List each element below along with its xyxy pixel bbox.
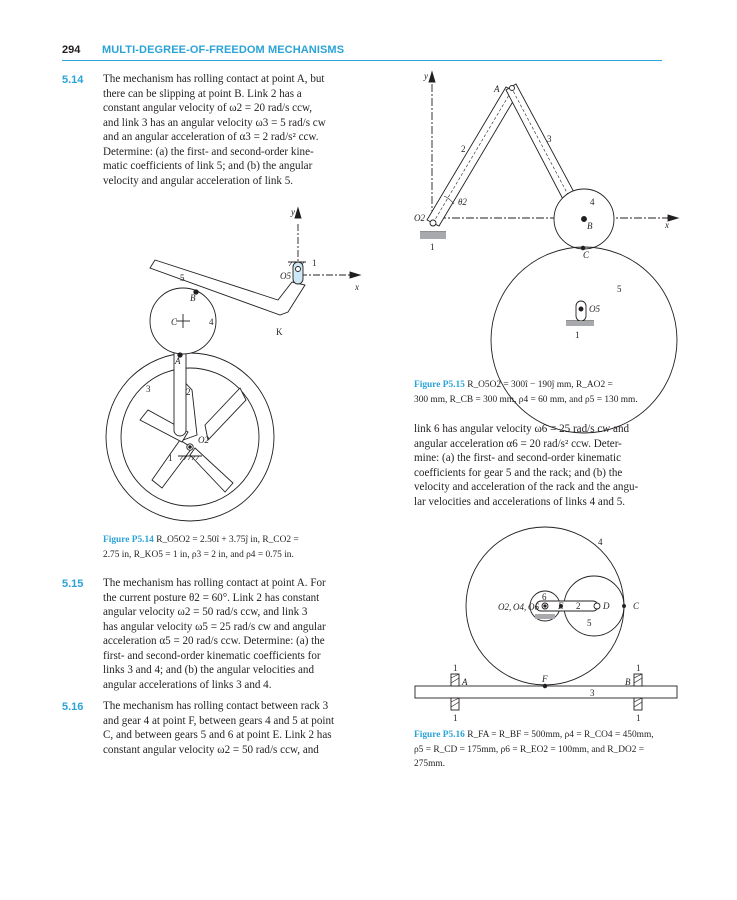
text-line: matic coefficients of link 5; and (b) the angular — [103, 160, 313, 172]
label-x: x — [665, 220, 669, 230]
text-line: mine: (a) the first- and second-order kinematic — [414, 452, 622, 464]
label-O5: O5 — [280, 271, 291, 281]
figure-label: Figure P5.15 — [414, 380, 465, 390]
label-B: B — [190, 293, 196, 303]
caption-text: 300 mm, R_CB = 300 mm, ρ4 = 60 mm, and ρ5 = 130 mm. — [414, 394, 638, 405]
text-line: link 6 has angular velocity ω6 = 25 rad/s cw and — [414, 423, 630, 435]
label-O2: O2 — [414, 213, 425, 223]
text-line: lar velocities and accelerations of links 4 and 5. — [414, 495, 626, 508]
caption-text: R_FA = R_BF = 500mm, ρ4 = R_CO4 = 450mm, — [467, 730, 654, 740]
label-1: 1 — [636, 713, 641, 723]
label-C: C — [633, 601, 640, 611]
label-B: B — [587, 221, 593, 231]
label-1: 1 — [453, 663, 458, 673]
text-line: Determine: (a) the first- and second-order kine- — [103, 145, 314, 158]
label-E: E — [558, 601, 564, 611]
text-line: coefficients for gear 5 and the rack; and (b) the — [414, 466, 623, 479]
label-3: 3 — [547, 134, 552, 144]
caption-text: ρ5 = R_CD = 175mm, ρ6 = R_EO2 = 100mm, and R_DO2 = — [414, 744, 645, 755]
text-line: velocity and angular acceleration of link 5. — [103, 174, 294, 187]
text-line: and an angular acceleration of α3 = 2 rad/s² ccw. — [103, 131, 319, 143]
problem-number: 5.14 — [62, 74, 84, 86]
label-C: C — [583, 250, 590, 260]
label-A: A — [494, 84, 500, 94]
label-1: 1 — [168, 453, 173, 463]
label-O2: O2 — [198, 435, 209, 445]
text-line: acceleration α5 = 20 rad/s ccw. Determine: (a) the — [103, 635, 325, 647]
label-1: 1 — [430, 242, 435, 252]
label-A: A — [462, 677, 468, 687]
figure-label: Figure P5.16 — [414, 730, 465, 740]
label-3: 3 — [146, 384, 151, 394]
label-2: 2 — [186, 387, 191, 397]
label-O4: O4, — [513, 602, 527, 612]
caption-text: R_O5O2 = 2.50î + 3.75ĵ in, R_CO2 = — [156, 535, 299, 545]
text-line: C, and between gears 5 and 6 at point E. Link 2 has — [103, 729, 332, 741]
label-y: y — [424, 71, 428, 81]
label-5: 5 — [180, 273, 185, 283]
label-6: 6 — [542, 592, 547, 602]
label-5: 5 — [587, 618, 592, 628]
text-line: The mechanism has rolling contact between rack 3 — [103, 700, 329, 712]
label-theta2: θ2 — [458, 197, 467, 207]
label-1: 1 — [636, 663, 641, 673]
problem-number: 5.16 — [62, 701, 84, 713]
label-y: y — [291, 207, 295, 217]
label-4: 4 — [590, 197, 595, 207]
label-5: 5 — [617, 284, 622, 294]
label-D: D — [603, 601, 610, 611]
text-line: The mechanism has rolling contact at point A. For — [103, 577, 326, 589]
text-line: The mechanism has rolling contact at point A, but — [103, 73, 325, 85]
text-line: constant angular velocity of ω2 = 20 rad/s ccw, — [103, 102, 313, 114]
caption-text: R_O5O2 = 300î − 190ĵ mm, R_AO2 = — [467, 380, 613, 390]
text-line: and gear 4 at point F, between gears 4 and 5 at point — [103, 714, 335, 727]
caption-text: 2.75 in, R_KO5 = 1 in, ρ3 = 2 in, and ρ4 = 0.75 in. — [103, 549, 294, 560]
label-O6: O6 — [528, 602, 539, 612]
page-number: 294 — [62, 44, 81, 56]
label-4: 4 — [598, 537, 603, 547]
text-line: angular accelerations of links 3 and 4. — [103, 678, 272, 691]
label-1: 1 — [453, 713, 458, 723]
label-B: B — [625, 677, 631, 687]
text-line: velocity and acceleration of the rack and the angu- — [414, 481, 639, 493]
text-line: angular velocity ω2 = 50 rad/s ccw, and link 3 — [103, 606, 308, 618]
problem-number: 5.15 — [62, 578, 84, 590]
text-line: constant angular velocity ω2 = 50 rad/s ccw, and — [103, 743, 319, 756]
text-line: links 3 and 4; and (b) the angular velocities and — [103, 664, 315, 676]
figure-caption — [414, 728, 654, 772]
text-line: there can be slipping at point B. Link 2 has a — [103, 87, 302, 100]
text-line: first- and second-order kinematic coefficients for — [103, 649, 321, 662]
label-1: 1 — [575, 330, 580, 340]
label-1: 1 — [312, 258, 317, 268]
label-C: C — [171, 317, 178, 327]
caption-text: 275mm. — [414, 759, 445, 769]
label-O2: O2, — [498, 602, 512, 612]
text-line: has angular velocity ω5 = 25 rad/s cw and angular — [103, 620, 326, 633]
label-F: F — [542, 674, 548, 684]
label-x: x — [355, 282, 359, 292]
figure-label: Figure P5.14 — [103, 535, 154, 545]
chapter-title: MULTI-DEGREE-OF-FREEDOM MECHANISMS — [102, 44, 345, 56]
label-O5: O5 — [589, 304, 600, 314]
text-line: the current posture θ2 = 60°. Link 2 has constant — [103, 591, 320, 604]
label-A: A — [175, 356, 181, 366]
label-2: 2 — [576, 601, 581, 611]
label-2: 2 — [461, 144, 466, 154]
label-4: 4 — [209, 317, 214, 327]
text-line: angular acceleration α6 = 20 rad/s² ccw. Deter- — [414, 437, 622, 450]
label-3: 3 — [590, 688, 595, 698]
text-line: and link 3 has an angular velocity ω3 = 5 rad/s cw — [103, 116, 326, 129]
label-K: K — [276, 327, 283, 337]
